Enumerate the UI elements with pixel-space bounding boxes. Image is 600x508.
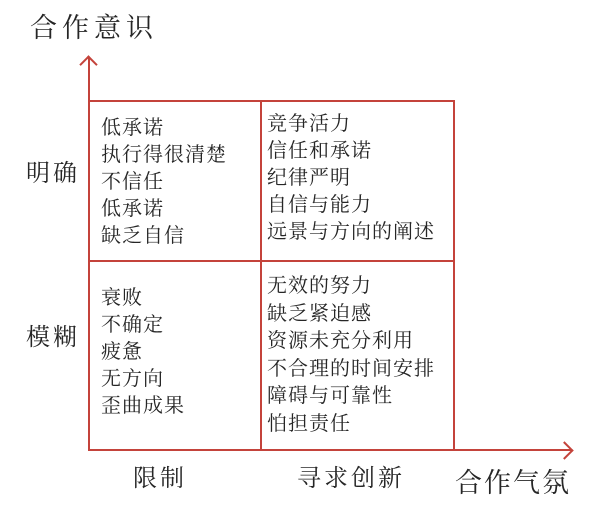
list-item: 纪律严明 xyxy=(267,167,351,189)
list-item: 无效的努力 xyxy=(267,275,372,297)
x-tick-limit: 限制 xyxy=(133,466,187,492)
list-item: 执行得很清楚 xyxy=(101,144,227,166)
arrow-right-icon xyxy=(555,441,573,459)
x-axis-title: 合作气氛 xyxy=(455,468,571,498)
list-item: 缺乏紧迫感 xyxy=(267,302,372,325)
y-axis-title: 合作意识 xyxy=(30,13,158,43)
x-tick-seek-innovation: 寻求创新 xyxy=(297,466,405,492)
arrow-up-icon xyxy=(79,55,97,73)
list-item: 远景与方向的阐述 xyxy=(267,221,435,243)
y-tick-vague: 模糊 xyxy=(26,325,80,351)
horizontal-divider xyxy=(88,260,455,262)
list-item: 不信任 xyxy=(101,171,164,193)
list-item: 缺乏自信 xyxy=(101,225,185,247)
list-item: 不合理的时间安排 xyxy=(267,357,435,380)
list-item: 衰败 xyxy=(101,287,143,309)
list-item: 疲惫 xyxy=(101,341,143,363)
list-item: 障碍与可靠性 xyxy=(267,385,393,407)
quadrant-top-left-list xyxy=(101,115,227,250)
quadrant-bottom-right-list xyxy=(267,273,435,438)
quadrant-top-right-list xyxy=(267,111,435,246)
list-item: 不确定 xyxy=(101,314,164,336)
list-item: 信任和承诺 xyxy=(267,140,372,162)
vertical-divider xyxy=(260,100,262,450)
list-item: 低承诺 xyxy=(101,117,164,139)
quadrant-bottom-left-list xyxy=(101,285,185,420)
list-item: 自信与能力 xyxy=(267,194,372,216)
list-item: 资源未充分利用 xyxy=(267,330,414,352)
list-item: 歪曲成果 xyxy=(101,395,185,417)
y-tick-clear: 明确 xyxy=(26,161,80,187)
list-item: 低承诺 xyxy=(101,198,164,220)
list-item: 怕担责任 xyxy=(267,412,351,435)
list-item: 无方向 xyxy=(101,368,164,390)
list-item: 竞争活力 xyxy=(267,113,351,135)
